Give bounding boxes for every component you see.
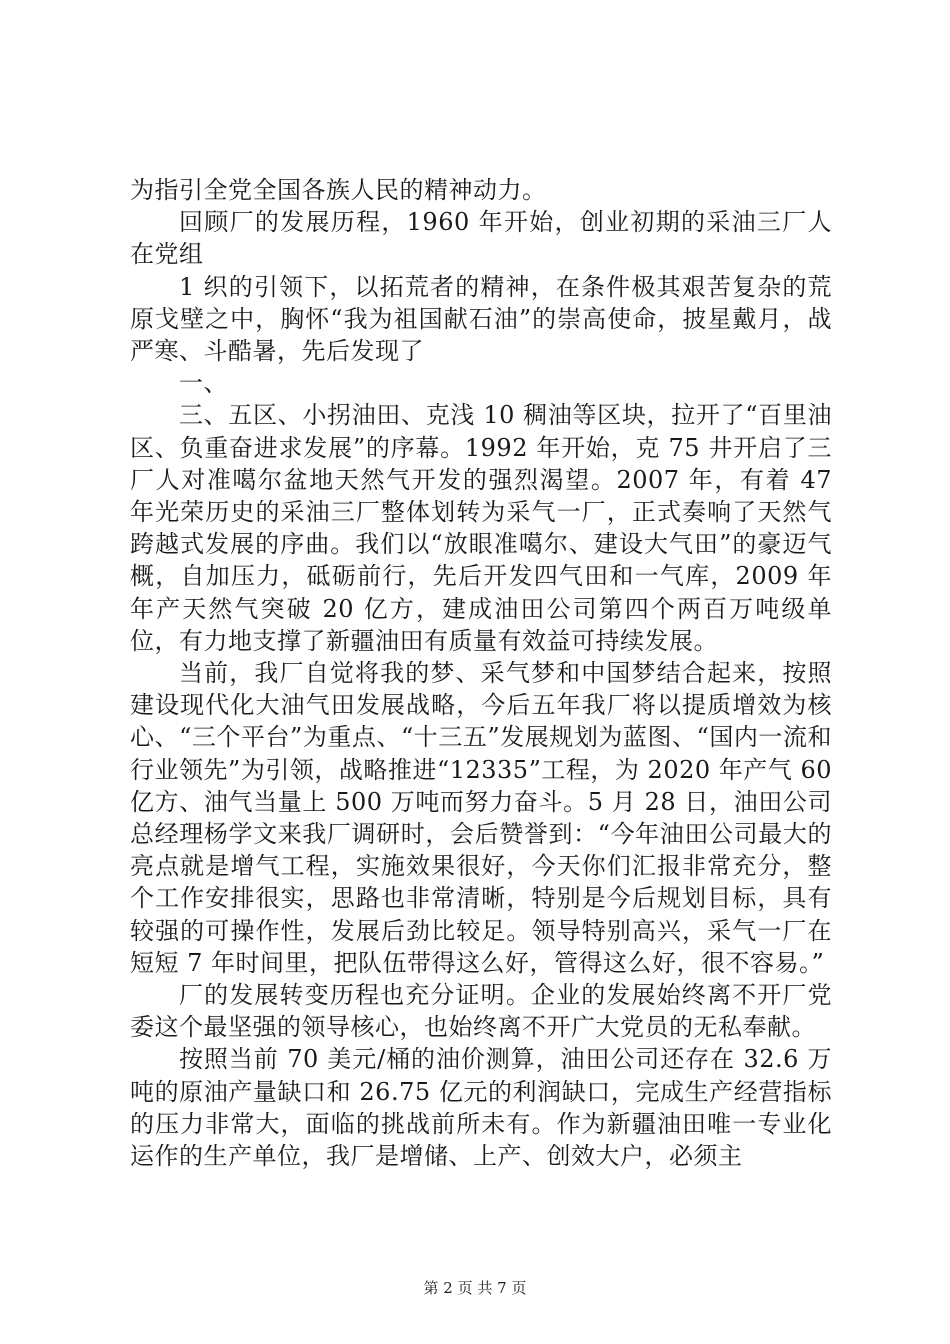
paragraph: 厂的发展转变历程也充分证明。企业的发展始终离不开厂党委这个最坚强的领导核心，也始终离不开广大党员的无私奉献。 (130, 981, 832, 1042)
document-body (130, 174, 832, 1172)
paragraph: 为指引全党全国各族人民的精神动力。 (130, 176, 547, 204)
page-number-footer: 第 2 页 共 7 页 (423, 1279, 527, 1297)
paragraph: 一、 (179, 369, 228, 398)
paragraph: 三、五区、小拐油田、克浅 10 稠油等区块，拉开了“百里油区、负重奋进求发展”的序幕。1992 年开始，克 75 井开启了三厂人对准噶尔盆地天然气开发的强烈渴望。2007 年，有着 47 年光荣历史的采油三厂整体划转为采气一厂，正式奏响了天然气跨越式发展的序曲。我们以“放眼准噶尔、建设大气田”的豪迈气概，自加压力，砥砺前行，先后开发四气田和一气库，2009 年年产天然气突破 20 亿方，建成油田公司第四个两百万吨级单位，有力地支撑了新疆油田有质量有效益可持续发展。 (130, 401, 832, 655)
paragraph: 按照当前 70 美元/桶的油价测算，油田公司还存在 32.6 万吨的原油产量缺口和 26.75 亿元的利润缺口，完成生产经营指标的压力非常大，面临的挑战前所未有。作为新疆油田唯一专业化运作的生产单位，我厂是增储、上产、创效大户，必须主 (130, 1045, 832, 1171)
paragraph: 回顾厂的发展历程，1960 年开始，创业初期的采油三厂人在党组 (130, 208, 832, 269)
paragraph: 1 织的引领下，以拓荒者的精神，在条件极其艰苦复杂的荒原戈壁之中，胸怀“我为祖国献石油”的崇高使命，披星戴月，战严寒、斗酷暑，先后发现了 (130, 272, 832, 366)
paragraph: 当前，我厂自觉将我的梦、采气梦和中国梦结合起来，按照建设现代化大油气田发展战略，今后五年我厂将以提质增效为核心、“三个平台”为重点、“十三五”发展规划为蓝图、“国内一流和行业领先”为引领，战略推进“12335”工程，为 2020 年产气 60 亿方、油气当量上 500 万吨而努力奋斗。5 月 28 日，油田公司总经理杨学文来我厂调研时，会后赞誉到：“今年油田公司最大的亮点就是增气工程，实施效果很好，今天你们汇报非常充分，整个工作安排很实，思路也非常清晰，特别是今后规划目标，具有较强的可操作性，发展后劲比较足。领导特别高兴，采气一厂在短短 7 年时间里，把队伍带得这么好，管得这么好，很不容易。” (130, 659, 832, 977)
